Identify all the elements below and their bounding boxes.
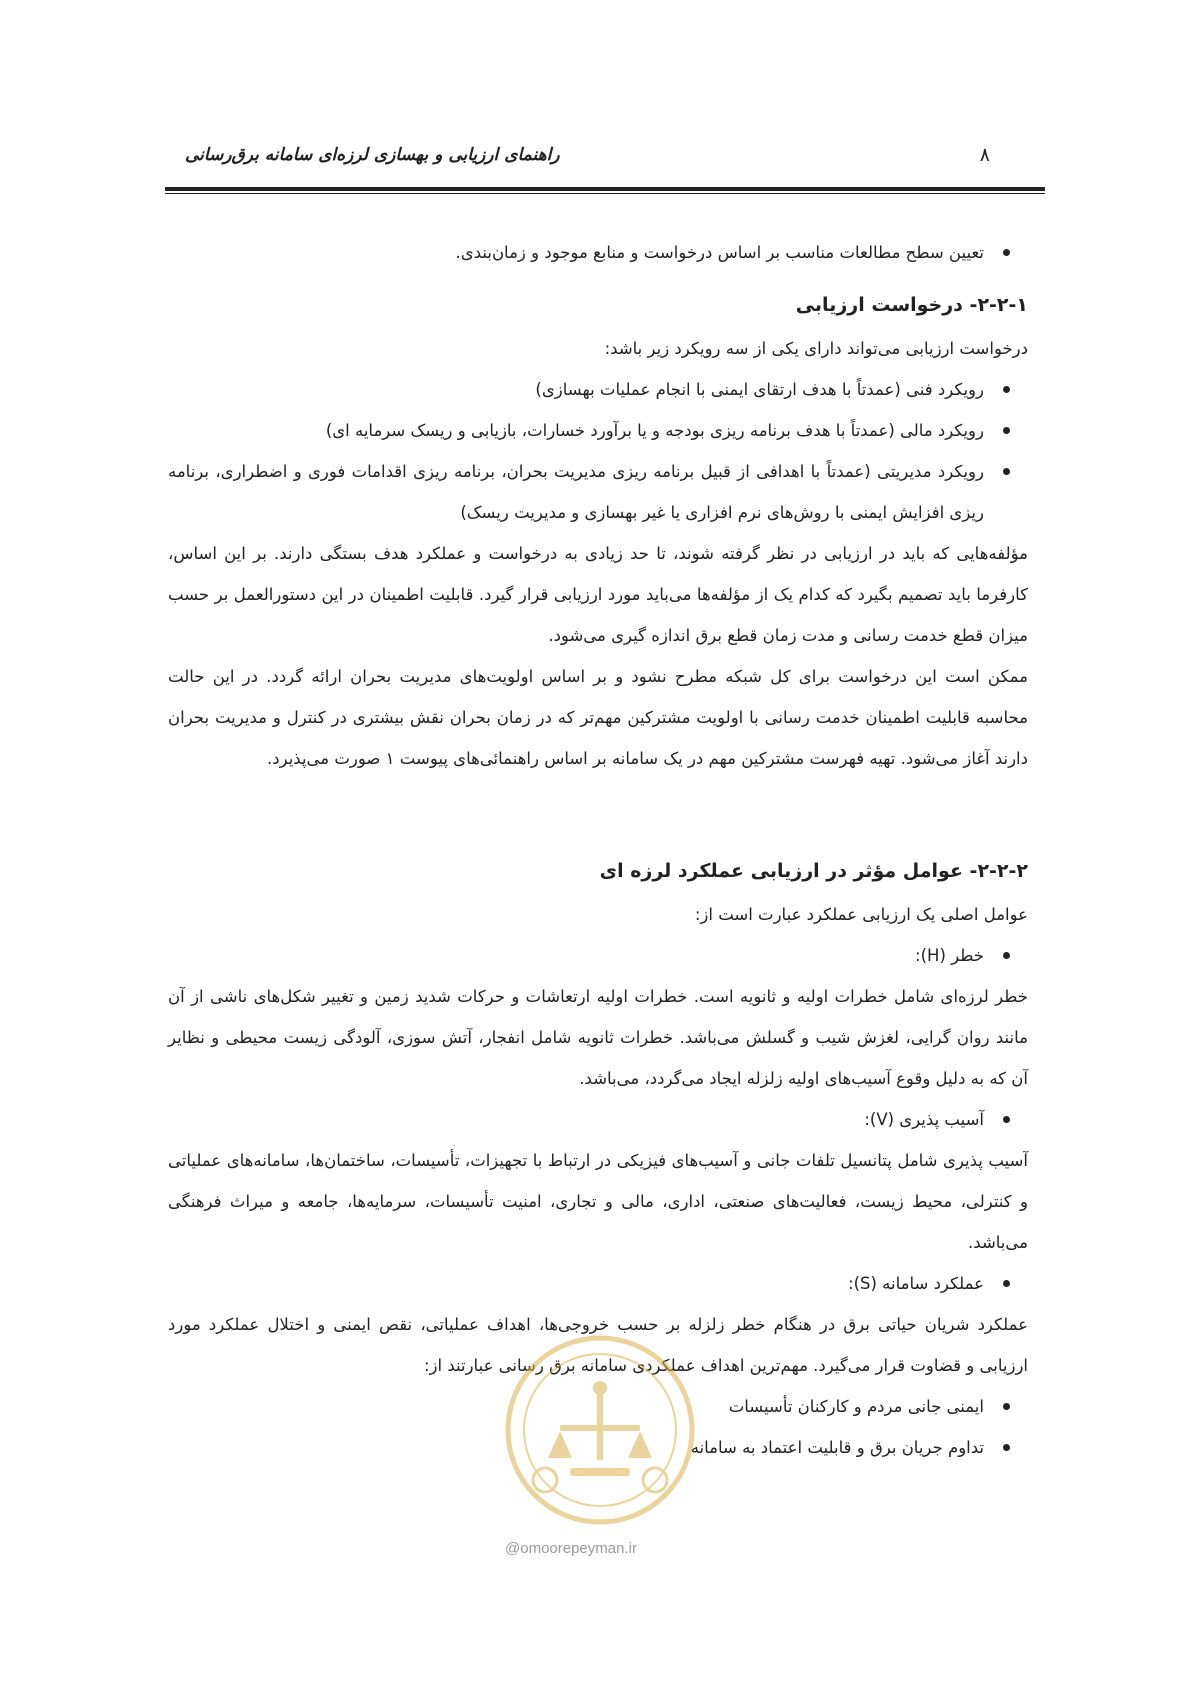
watermark-logo [500, 1330, 700, 1530]
bullet-item: عملکرد سامانه (S): [168, 1263, 1028, 1304]
paragraph: آسیب پذیری شامل پتانسیل تلفات جانی و آسیب‌های فیزیکی در ارتباط با تجهیزات، تأسیسات، ساختمان‌ها، سامانه‌های عملیاتی و کنترلی، محیط زیست، فعالیت‌های صنعتی، اداری، مالی و تجاری، امنیت تأسیسات، سرمایه‌ها، جامعه و میراث فرهنگی می‌باشد. [168, 1151, 1028, 1252]
intro-line: عوامل اصلی یک ارزیابی عملکرد عبارت است از: [694, 905, 1028, 924]
paragraph: ممکن است این درخواست برای کل شبکه مطرح نشود و بر اساس اولویت‌های مدیریت بحران ارائه گردد. در این حالت محاسبه قابلیت اطمینان خدمت رسانی با اولویت مشترکین مهم‌تر که در زمان بحران نقش بیشتری در کنترل و مدیریت بحران دارند آغاز می‌شود. تهیه فهرست مشترکین مهم در یک سامانه بر اساس راهنمائی‌های پیوست ۱ صورت می‌پذیرد. [168, 667, 1028, 768]
intro-line: درخواست ارزیابی می‌تواند دارای یکی از سه رویکرد زیر باشد: [604, 339, 1028, 358]
bullet-item: رویکرد فنی (عمدتاً با هدف ارتقای ایمنی با انجام عملیات بهسازی) [168, 369, 1028, 410]
section-heading: ۲-۲-۱- درخواست ارزیابی [795, 294, 1028, 316]
header-rule-thin [165, 193, 1045, 194]
bullet-item: آسیب پذیری (V): [168, 1099, 1028, 1140]
paragraph: مؤلفه‌هایی که باید در ارزیابی در نظر گرفته شوند، تا حد زیادی به درخواست و عملکرد هدف بستگی دارند. بر این اساس، کارفرما باید تصمیم بگیرد که کدام یک از مؤلفه‌ها می‌باید مورد ارزیابی قرار گیرد. قابلیت اطمینان در این دستورالعمل بر حسب میزان قطع خدمت رسانی و مدت زمان قطع برق اندازه گیری می‌شود. [168, 544, 1028, 645]
page-header [165, 140, 1045, 180]
bullet-item: رویکرد مالی (عمدتاً با هدف برنامه ریزی بودجه و یا برآورد خسارات، بازیابی و ریسک سرمایه ای) [168, 410, 1028, 451]
bullet-item: رویکرد مدیریتی (عمدتاً با اهدافی از قبیل برنامه ریزی مدیریت بحران، برنامه ریزی اقدامات فوری و اضطراری، برنامه ریزی افزایش ایمنی با روش‌های نرم افزاری یا غیر بهسازی و مدیریت ریسک) [168, 451, 1028, 533]
bullet-item: تداوم جریان برق و قابلیت اعتماد به سامانه [168, 1427, 1028, 1468]
paragraph: عملکرد شریان حیاتی برق در هنگام خطر زلزله بر حسب خروجی‌ها، اهداف عملیاتی، نقص ایمنی و اختلال عملکرد مورد ارزیابی و قضاوت قرار می‌گیرد. مهم‌ترین اهداف عملکردی سامانه برق رسانی عبارتند از: [168, 1315, 1028, 1375]
section-heading: ۲-۲-۲- عوامل مؤثر در ارزیابی عملکرد لرزه ای [599, 860, 1028, 882]
body-content [168, 232, 1028, 1468]
watermark-url: @omoorepeyman.ir [505, 1540, 637, 1557]
page-number: ۸ [979, 144, 990, 166]
paragraph: خطر لرزه‌ای شامل خطرات اولیه و ثانویه است. خطرات اولیه ارتعاشات و حرکات شدید زمین و تغییر شکل‌های ناشی از آن مانند روان گرایی، لغزش شیب و گسلش می‌باشد. خطرات ثانویه شامل انفجار، آتش سوزی، آلودگی زیست محیطی و نظایر آن که به دلیل وقوع آسیب‌های اولیه زلزله ایجاد می‌گردد، می‌باشد. [168, 987, 1028, 1088]
bullet-item: ایمنی جانی مردم و کارکنان تأسیسات [168, 1386, 1028, 1427]
bullet-item: خطر (H): [168, 935, 1028, 976]
running-title: راهنمای ارزیابی و بهسازی لرزه‌ای سامانه برق‌رسانی [185, 145, 560, 165]
header-rule-thick [165, 187, 1045, 191]
bullet-item: تعیین سطح مطالعات مناسب بر اساس درخواست و منابع موجود و زمان‌بندی. [168, 232, 1028, 273]
